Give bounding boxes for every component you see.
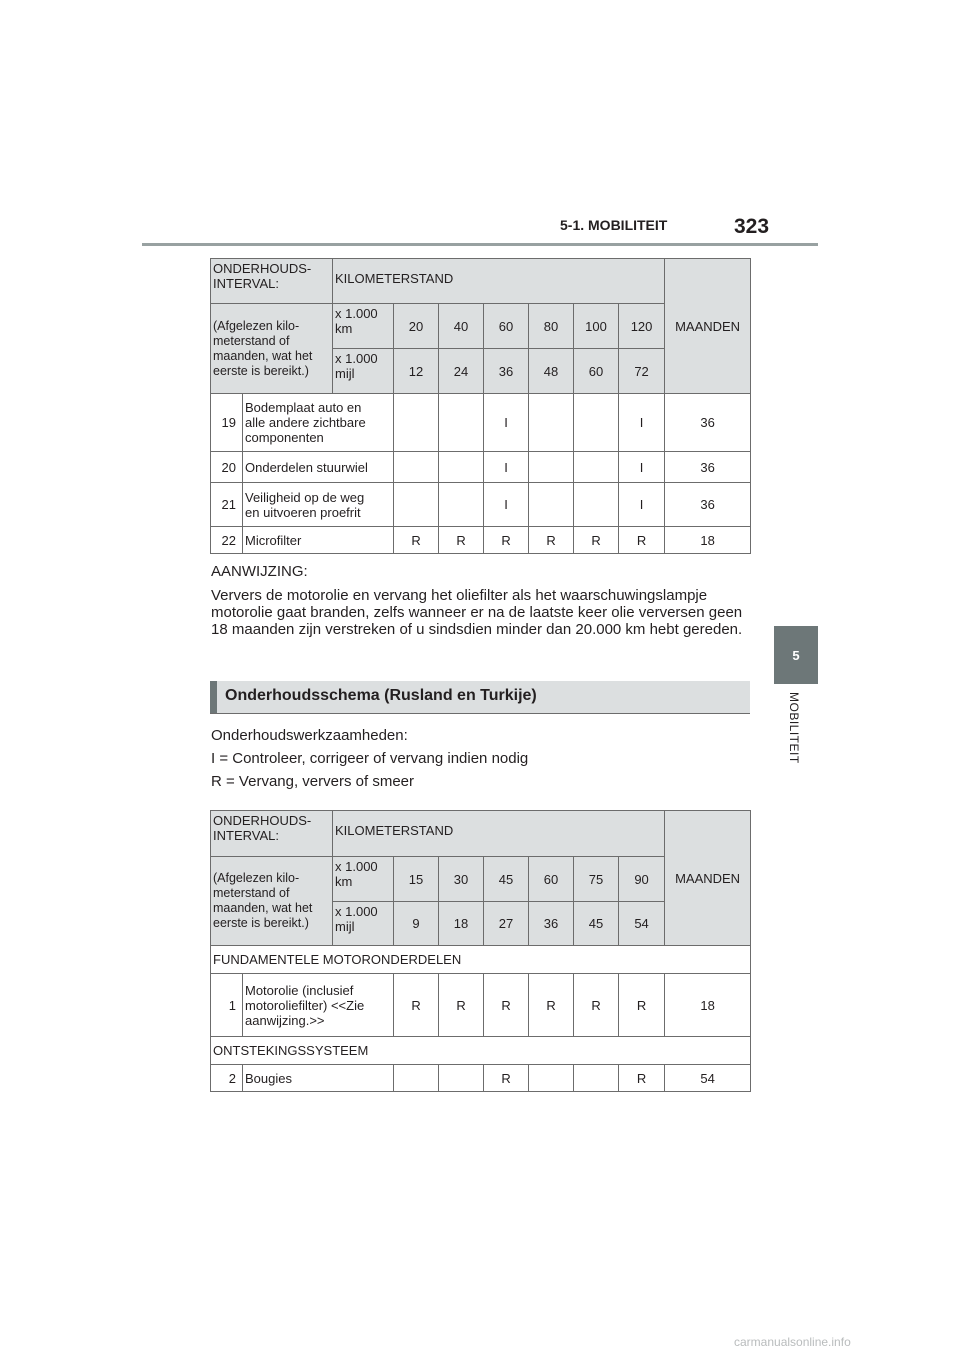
months-cell: 18 xyxy=(665,974,751,1037)
interval-cell: R xyxy=(574,974,619,1037)
reading-note: (Afgelezen kilo- meterstand of maanden, wat het eerste is bereikt.) xyxy=(211,857,333,946)
mile-unit: x 1.000 mijl xyxy=(333,349,394,394)
interval-cell: R xyxy=(619,1065,665,1092)
mile-value: 36 xyxy=(484,349,529,394)
table-row xyxy=(211,974,751,1037)
interval-cell xyxy=(529,452,574,483)
item-number: 21 xyxy=(211,483,243,527)
months-header: MAANDEN xyxy=(665,259,751,394)
interval-cell xyxy=(394,452,439,483)
km-value: 45 xyxy=(484,857,529,902)
interval-cell xyxy=(529,394,574,452)
mile-value: 24 xyxy=(439,349,484,394)
maintenance-table-2 xyxy=(210,810,751,1092)
note-text: Ververs de motorolie en vervang het oliefilter als het waarschuwingslampje motorolie gaat branden, zelfs wanneer er na de laatste keer olie verversen geen 18 maanden zijn verstreken of u sindsdien minder dan 20.000 km hebt gereden. xyxy=(211,587,743,638)
maintenance-table-1 xyxy=(210,258,751,554)
page-number: 323 xyxy=(734,215,770,238)
interval-cell xyxy=(439,483,484,527)
item-name: Microfilter xyxy=(243,527,394,554)
interval-cell: R xyxy=(484,527,529,554)
table-row xyxy=(211,1065,751,1092)
mile-value: 60 xyxy=(574,349,619,394)
km-value: 100 xyxy=(574,304,619,349)
group-row xyxy=(211,1037,751,1065)
interval-cell xyxy=(439,452,484,483)
interval-cell xyxy=(439,1065,484,1092)
legend-i: I = Controleer, corrigeer of vervang indien nodig xyxy=(211,750,529,767)
mile-unit: x 1.000 mijl xyxy=(333,902,394,946)
mile-value: 9 xyxy=(394,902,439,946)
interval-header: ONDERHOUDS- INTERVAL: xyxy=(211,811,333,857)
interval-cell xyxy=(574,1065,619,1092)
interval-cell xyxy=(529,1065,574,1092)
section-title: Onderhoudsschema (Rusland en Turkije) xyxy=(225,687,537,704)
table-row xyxy=(211,394,751,452)
interval-cell xyxy=(529,483,574,527)
interval-cell xyxy=(394,394,439,452)
km-value: 40 xyxy=(439,304,484,349)
group-row xyxy=(211,946,751,974)
months-header: MAANDEN xyxy=(665,811,751,946)
km-value: 120 xyxy=(619,304,665,349)
section-header: 5-1. MOBILITEIT xyxy=(560,217,668,233)
mile-value: 54 xyxy=(619,902,665,946)
legend-intro: Onderhoudswerkzaamheden: xyxy=(211,727,408,744)
interval-cell: I xyxy=(484,394,529,452)
item-number: 20 xyxy=(211,452,243,483)
months-cell: 36 xyxy=(665,452,751,483)
km-value: 75 xyxy=(574,857,619,902)
item-number: 1 xyxy=(211,974,243,1037)
section-heading-bar xyxy=(210,681,750,714)
item-number: 19 xyxy=(211,394,243,452)
group-heading: ONTSTEKINGSSYSTEEM xyxy=(211,1037,751,1065)
interval-cell: R xyxy=(439,527,484,554)
mile-value: 72 xyxy=(619,349,665,394)
table-header-row xyxy=(211,259,751,304)
group-heading: FUNDAMENTELE MOTORONDERDELEN xyxy=(211,946,751,974)
interval-cell: I xyxy=(619,483,665,527)
section-accent xyxy=(210,681,217,713)
interval-cell: I xyxy=(484,452,529,483)
km-value: 90 xyxy=(619,857,665,902)
item-name: Veiligheid op de weg en uitvoeren proefrit xyxy=(243,483,394,527)
months-cell: 54 xyxy=(665,1065,751,1092)
chapter-label: MOBILITEIT xyxy=(787,692,801,764)
mile-value: 36 xyxy=(529,902,574,946)
table-row xyxy=(211,452,751,483)
interval-cell xyxy=(574,452,619,483)
km-value: 15 xyxy=(394,857,439,902)
chapter-tab xyxy=(774,626,818,684)
chapter-number: 5 xyxy=(792,647,800,663)
interval-cell: R xyxy=(439,974,484,1037)
interval-cell: R xyxy=(484,974,529,1037)
reading-note: (Afgelezen kilo- meterstand of maanden, wat het eerste is bereikt.) xyxy=(211,304,333,394)
table-row xyxy=(211,527,751,554)
km-value: 20 xyxy=(394,304,439,349)
months-cell: 36 xyxy=(665,483,751,527)
interval-cell: I xyxy=(619,452,665,483)
header-divider xyxy=(142,243,818,246)
months-cell: 36 xyxy=(665,394,751,452)
km-value: 60 xyxy=(529,857,574,902)
mile-value: 18 xyxy=(439,902,484,946)
item-name: Onderdelen stuurwiel xyxy=(243,452,394,483)
mile-value: 45 xyxy=(574,902,619,946)
interval-cell: I xyxy=(619,394,665,452)
km-unit: x 1.000 km xyxy=(333,304,394,349)
km-value: 30 xyxy=(439,857,484,902)
item-name: Bougies xyxy=(243,1065,394,1092)
interval-cell xyxy=(394,1065,439,1092)
mile-value: 27 xyxy=(484,902,529,946)
interval-cell: R xyxy=(619,527,665,554)
legend-r: R = Vervang, ververs of smeer xyxy=(211,773,414,790)
interval-cell: I xyxy=(484,483,529,527)
km-value: 60 xyxy=(484,304,529,349)
interval-cell xyxy=(574,483,619,527)
interval-cell: R xyxy=(529,974,574,1037)
watermark-text: carmanualsonline.info xyxy=(734,1335,851,1349)
interval-cell xyxy=(394,483,439,527)
interval-cell: R xyxy=(394,974,439,1037)
km-value: 80 xyxy=(529,304,574,349)
item-number: 22 xyxy=(211,527,243,554)
interval-cell: R xyxy=(574,527,619,554)
interval-cell xyxy=(439,394,484,452)
interval-cell: R xyxy=(394,527,439,554)
interval-header: ONDERHOUDS- INTERVAL: xyxy=(211,259,333,304)
interval-cell: R xyxy=(529,527,574,554)
table-row xyxy=(211,483,751,527)
note-heading: AANWIJZING: xyxy=(211,563,308,580)
interval-cell: R xyxy=(619,974,665,1037)
mileage-header: KILOMETERSTAND xyxy=(333,811,665,857)
mileage-header: KILOMETERSTAND xyxy=(333,259,665,304)
interval-cell xyxy=(574,394,619,452)
mile-value: 48 xyxy=(529,349,574,394)
mile-value: 12 xyxy=(394,349,439,394)
item-name: Motorolie (inclusief motoroliefilter) <<Zie aanwijzing.>> xyxy=(243,974,394,1037)
item-name: Bodemplaat auto en alle andere zichtbare componenten xyxy=(243,394,394,452)
table-header-row xyxy=(211,811,751,857)
interval-cell: R xyxy=(484,1065,529,1092)
item-number: 2 xyxy=(211,1065,243,1092)
months-cell: 18 xyxy=(665,527,751,554)
km-unit: x 1.000 km xyxy=(333,857,394,902)
